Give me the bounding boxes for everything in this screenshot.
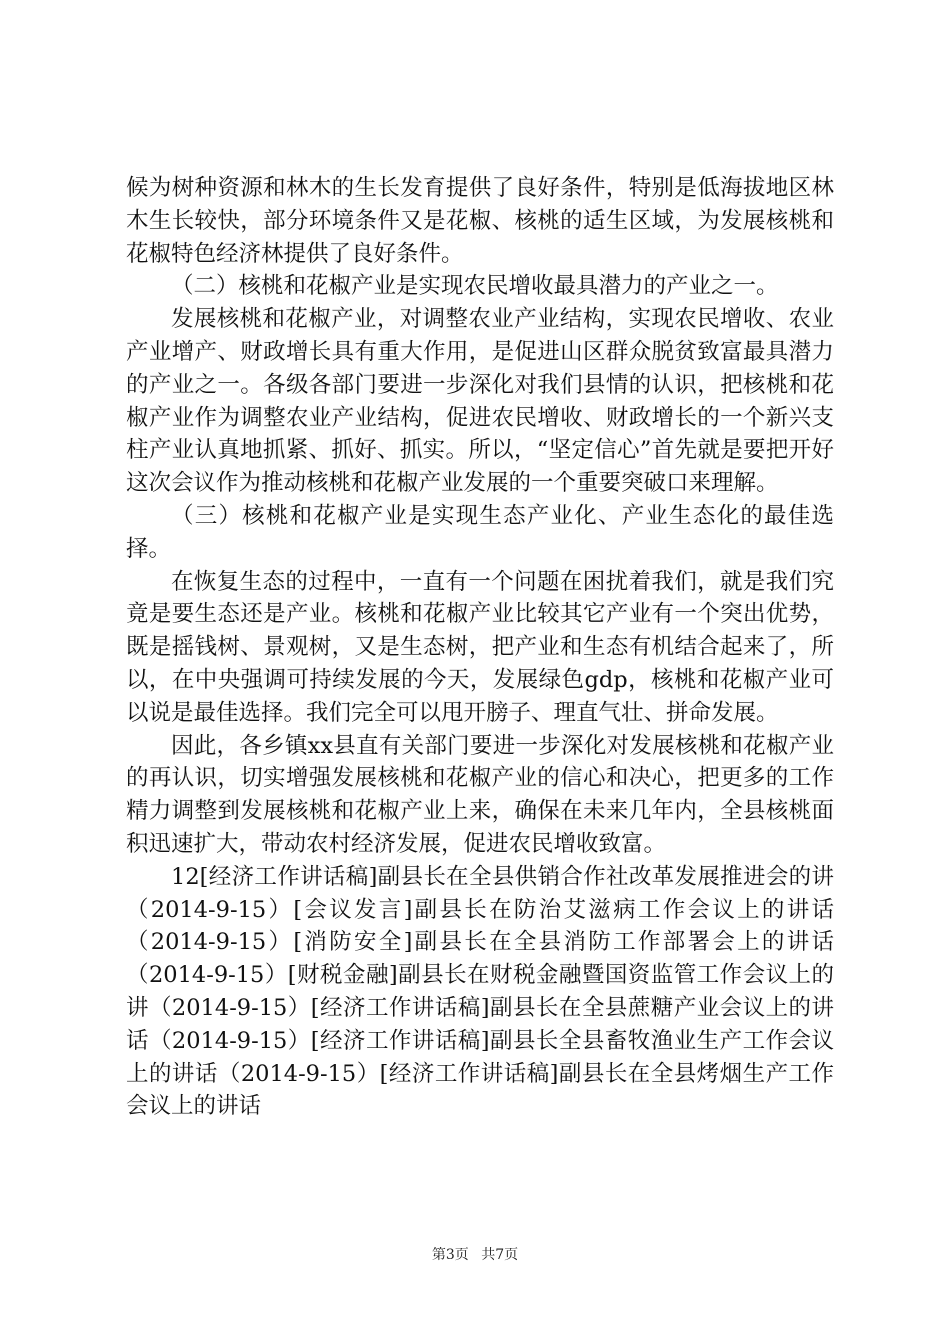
page-total: 共7页	[481, 1247, 519, 1263]
body-text	[126, 172, 834, 1123]
related-links-paragraph: 12[经济工作讲话稿]副县长在全县供销合作社改革发展推进会的讲（2014-9-15）[会议发言]副县长在防治艾滋病工作会议上的讲话（2014-9-15）[消防安全]副县长在全县消防工作部署会上的讲话（2014-9-15）[财税金融]副县长在财税金融暨国资监管工作会议上的讲（2014-9-15）[经济工作讲话稿]副县长在全县蔗糖产业会议上的讲话（2014-9-15）[经济工作讲话稿]副县长全县畜牧渔业生产工作会议上的讲话（2014-9-15）[经济工作讲话稿]副县长在全县烤烟生产工作会议上的讲话	[126, 863, 834, 1120]
paragraph: 在恢复生态的过程中，一直有一个问题在困扰着我们，就是我们究竟是要生态还是产业。核桃和花椒产业比较其它产业有一个突出优势，既是摇钱树、景观树，又是生态树，把产业和生态有机结合起来了，所以，在中央强调可持续发展的今天，发展绿色gdp，核桃和花椒产业可以说是最佳选择。我们完全可以甩开膀子、理直气壮、拼命发展。	[126, 568, 834, 726]
paragraph: 发展核桃和花椒产业，对调整农业产业结构，实现农民增收、农业产业增产、财政增长具有重大作用，是促进山区群众脱贫致富最具潜力的产业之一。各级各部门要进一步深化对我们县情的认识，把核桃和花椒产业作为调整农业产业结构，促进农民增收、财政增长的一个新兴支柱产业认真地抓紧、抓好、抓实。所以，“坚定信心”首先就是要把开好这次会议作为推动核桃和花椒产业发展的一个重要突破口来理解。	[126, 306, 834, 497]
page-number: 第3页	[431, 1247, 469, 1263]
paragraph: 因此，各乡镇xx县直有关部门要进一步深化对发展核桃和花椒产业的再认识，切实增强发展核桃和花椒产业的信心和决心，把更多的工作精力调整到发展核桃和花椒产业上来，确保在未来几年内，全县核桃面积迅速扩大，带动农村经济发展，促进农民增收致富。	[126, 732, 834, 857]
page-footer	[0, 1244, 950, 1264]
section-heading-2: （二）核桃和花椒产业是实现农民增收最具潜力的产业之一。	[171, 273, 779, 300]
paragraph-continuation: 候为树种资源和林木的生长发育提供了良好条件，特别是低海拔地区林木生长较快，部分环境条件又是花椒、核桃的适生区域，为发展核桃和花椒特色经济林提供了良好条件。	[126, 175, 834, 267]
section-heading-3: （三）核桃和花椒产业是实现生态产业化、产业生态化的最佳选择。	[126, 502, 834, 562]
